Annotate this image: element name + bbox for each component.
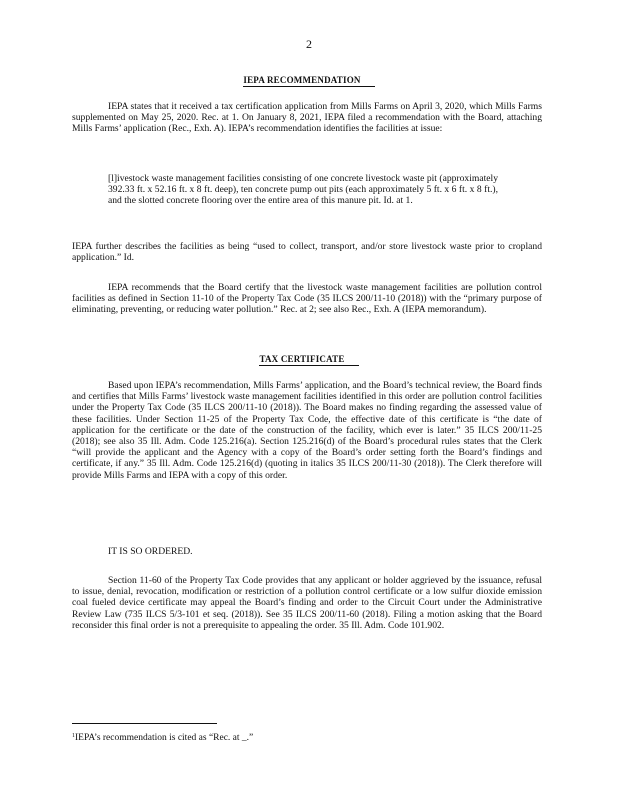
page-number: 2 — [306, 37, 312, 51]
paragraph-iepa-recommends: IEPA recommends that the Board certify that the livestock waste management facilities are pollution control facilities as defined in Section 11-10 of the Property Tax Code (35 ILCS 200/11-10 (2018)) with the “primary purpose of eliminating, preventing, or reducing water pollution.” Rec. at 2; see also Rec., Exh. A (IEPA memorandum). — [72, 282, 542, 316]
footnote-marker: 1 — [72, 733, 75, 739]
section-heading-tax-certificate: TAX CERTIFICATE — [0, 354, 618, 366]
footnote-divider — [72, 723, 217, 724]
footnote-text: IEPA’s recommendation is cited as “Rec. at _.” — [75, 733, 254, 743]
footnote — [72, 733, 253, 743]
paragraph-appeal-rights: Section 11-60 of the Property Tax Code provides that any applicant or holder aggrieved by the issuance, refusal to issue, denial, revocation, modification or restriction of a pollution control certificate or a low sulfur dioxide emission coal fueled device certificate may appeal the Board’s finding and order to the Circuit Court under the Administrative Review Law (735 ILCS 5/3-101 et seq. (2018)). See 35 ILCS 200/11-60 (2018). Filing a motion asking that the Board reconsider this final order is not a prerequisite to appealing the order. 35 Ill. Adm. Code 101.902. — [72, 575, 542, 631]
paragraph-iepa-describes: IEPA further describes the facilities as being “used to collect, transport, and/or store livestock waste prior to cropland application.” Id. — [72, 241, 542, 264]
paragraph-iepa-statement: IEPA states that it received a tax certification application from Mills Farms on April 3, 2020, which Mills Farms supplemented on May 25, 2020. Rec. at 1. On January 8, 2021, IEPA filed a recommendation with the Board, attaching Mills Farms’ application (Rec., Exh. A). IEPA’s recommendation identifies the facilities at issue: — [72, 101, 542, 135]
block-quote-facilities: [l]ivestock waste management facilities consisting of one concrete livestock waste pit (approximately 392.33 ft. x 52.16 ft. x 8 ft. deep), ten concrete pump out pits (each approximately 5 ft. x 6 ft. x 8 ft.), and the slotted concrete flooring over the entire area of this manure pit. Id. at 1. — [108, 173, 498, 207]
ordered-statement: IT IS SO ORDERED. — [108, 546, 193, 557]
section-heading-iepa-recommendation: IEPA RECOMMENDATION — [0, 75, 618, 87]
paragraph-board-findings: Based upon IEPA’s recommendation, Mills Farms’ application, and the Board’s technical review, the Board finds and certifies that Mills Farms’ livestock waste management facilities identified in this order are pollution control facilities under the Property Tax Code (35 ILCS 200/11-10 (2018)). The Board makes no finding regarding the assessed value of these facilities. Under Section 11-25 of the Property Tax Code, the effective date of this certificate is “the date of application for the certificate or the date of the construction of the facility, which ever is later.” 35 ILCS 200/11-25 (2018); see also 35 Ill. Adm. Code 125.216(a). Section 125.216(d) of the Board’s procedural rules states that the Clerk “will provide the applicant and the Agency with a copy of the Board’s order setting forth the Board’s findings and certificate, if any.” 35 Ill. Adm. Code 125.216(d) (quoting in italics 35 ILCS 200/11-30 (2018)). The Clerk therefore will provide Mills Farms and IEPA with a copy of this order. — [72, 380, 542, 481]
